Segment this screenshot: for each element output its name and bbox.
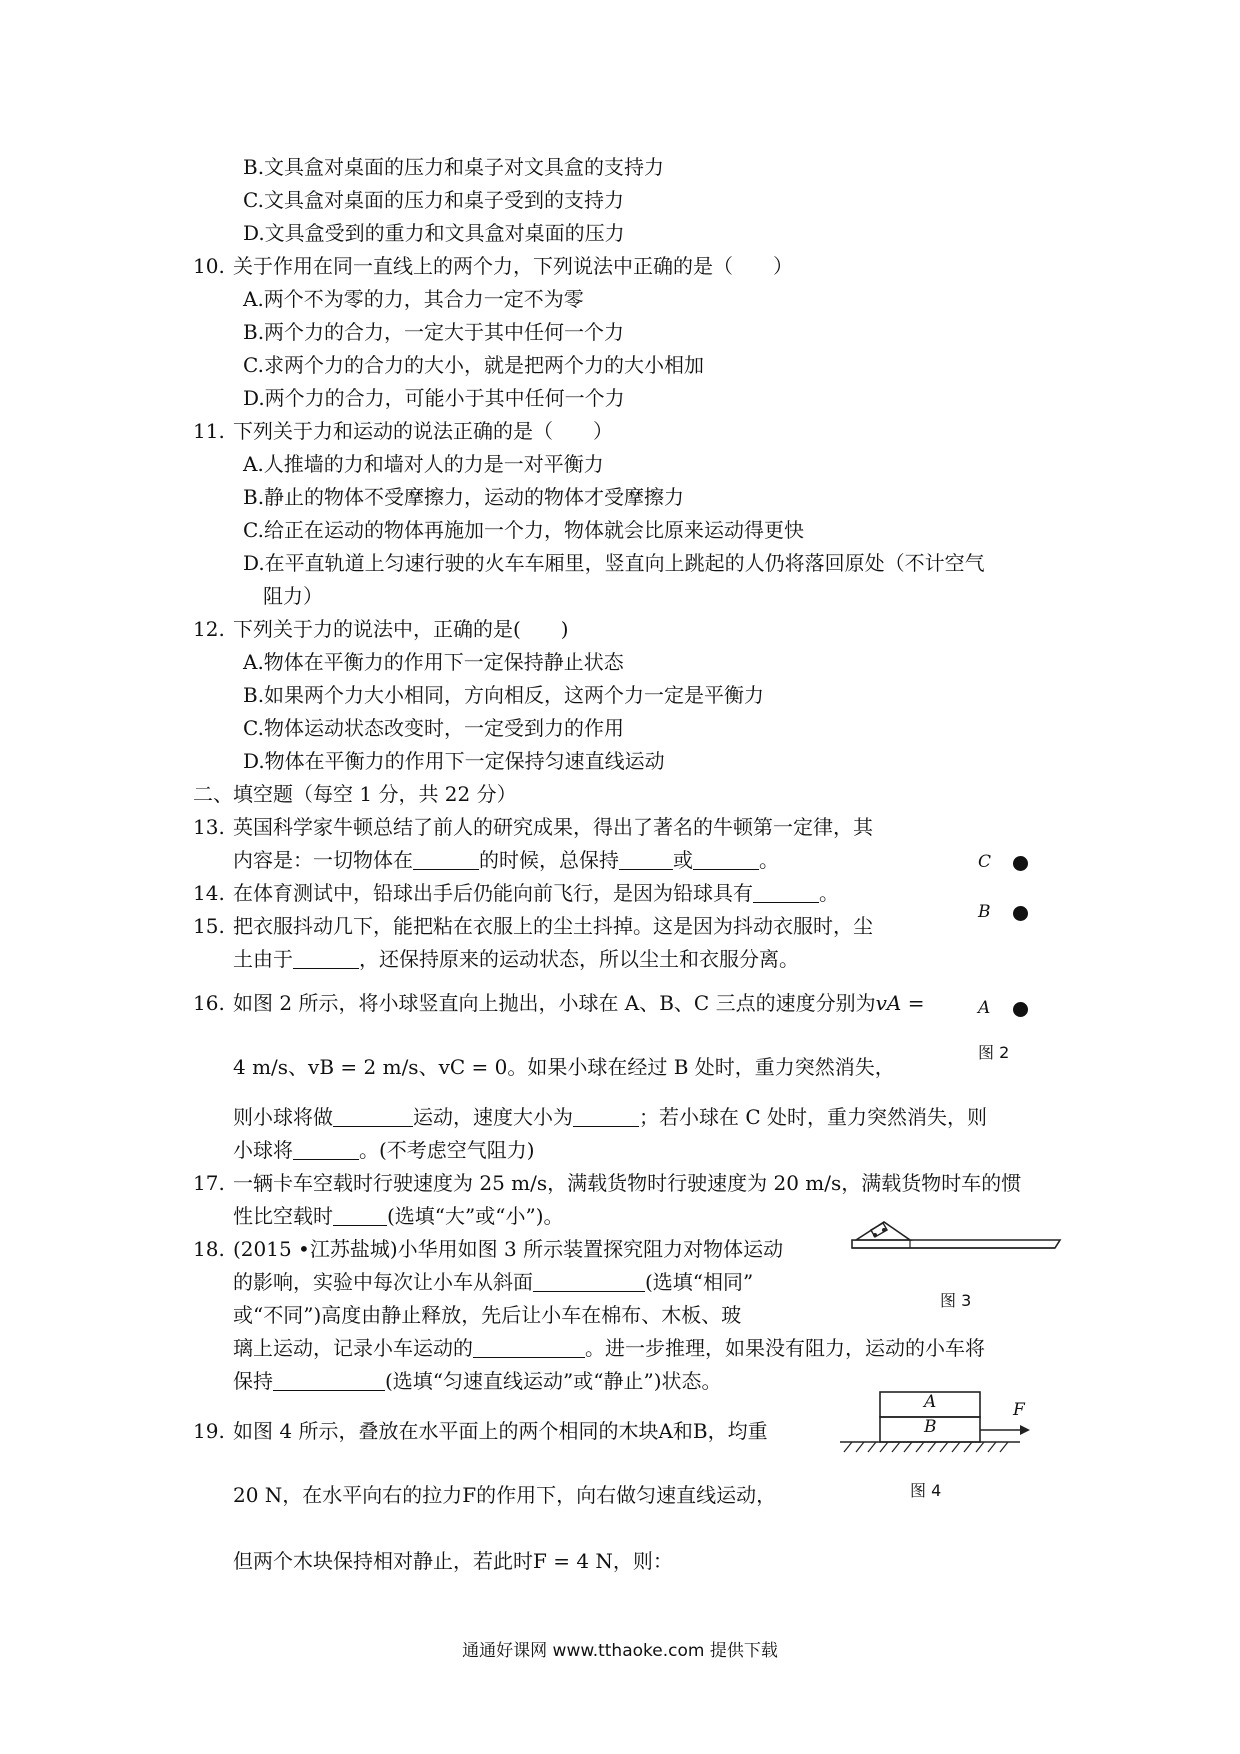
- fig4-label-a: A: [924, 1392, 937, 1412]
- q11-number: 11.: [193, 419, 225, 443]
- q15-line1: 把衣服抖动几下，能把粘在衣服上的尘土抖掉。这是因为抖动衣服时，尘: [233, 914, 873, 938]
- fig2-caption: 图 2: [978, 1043, 1010, 1062]
- q13-blank-2[interactable]: [619, 849, 673, 870]
- q14-number: 14.: [193, 881, 225, 905]
- q19-line1: 如图 4 所示，叠放在水平面上的两个相同的木块A和B，均重: [233, 1419, 768, 1443]
- q9-option-b: B.文具盒对桌面的压力和桌子对文具盒的支持力: [243, 155, 665, 179]
- q12-option-c: C.物体运动状态改变时，一定受到力的作用: [243, 716, 624, 740]
- q17-blank[interactable]: [333, 1205, 387, 1226]
- q16-number: 16.: [193, 991, 225, 1015]
- q10-stem: 关于作用在同一直线上的两个力，下列说法中正确的是（ ）: [233, 254, 793, 278]
- page-footer: 通通好课网 www.tthaoke.com 提供下载: [462, 1641, 778, 1661]
- q13-blank-3[interactable]: [693, 849, 759, 870]
- q10-option-b: B.两个力的合力，一定大于其中任何一个力: [243, 320, 625, 344]
- fig2-ball-a: [1013, 1002, 1028, 1017]
- fig2-label-b: B: [978, 902, 991, 922]
- fig4-caption: 图 4: [910, 1481, 942, 1500]
- q17-number: 17.: [193, 1171, 225, 1195]
- q18-line3: 或“不同”)高度由静止释放，先后让小车在棉布、木板、玻: [233, 1303, 742, 1327]
- section-title: 二、填空题（每空 1 分，共 22 分）: [193, 782, 517, 806]
- q9-option-c: C.文具盒对桌面的压力和桌子受到的支持力: [243, 188, 624, 212]
- q11-option-b: B.静止的物体不受摩擦力，运动的物体才受摩擦力: [243, 485, 685, 509]
- q16-blank-1[interactable]: [333, 1106, 413, 1127]
- q12-option-a: A.物体在平衡力的作用下一定保持静止状态: [243, 650, 624, 674]
- fig4-label-f: F: [1013, 1400, 1025, 1420]
- q19-number: 19.: [193, 1419, 225, 1443]
- q19-line3: 但两个木块保持相对静止，若此时F = 4 N，则：: [233, 1549, 673, 1573]
- q16-line3: 则小球将做 运动，速度大小为 ；若小球在 C 处时，重力突然消失，则: [233, 1105, 988, 1129]
- q12-option-b: B.如果两个力大小相同，方向相反，这两个力一定是平衡力: [243, 683, 765, 707]
- q11-option-d: D.在平直轨道上匀速行驶的火车车厢里，竖直向上跳起的人仍将落回原处（不计空气: [243, 551, 985, 575]
- q17-line1: 一辆卡车空载时行驶速度为 25 m/s，满载货物时行驶速度为 20 m/s，满载货物时车的惯: [233, 1171, 1022, 1195]
- q11-option-c: C.给正在运动的物体再施加一个力，物体就会比原来运动得更快: [243, 518, 804, 542]
- q13-blank-1[interactable]: [413, 849, 479, 870]
- q11-option-a: A.人推墙的力和墙对人的力是一对平衡力: [243, 452, 604, 476]
- q11-stem: 下列关于力和运动的说法正确的是（ ）: [233, 419, 613, 443]
- q14-line: 在体育测试中，铅球出手后仍能向前飞行，是因为铅球具有 。: [233, 881, 839, 905]
- q10-option-a: A.两个不为零的力，其合力一定不为零: [243, 287, 584, 311]
- q10-option-c: C.求两个力的合力的大小，就是把两个力的大小相加: [243, 353, 704, 377]
- q12-stem: 下列关于力的说法中，正确的是( ): [233, 617, 569, 641]
- q18-blank-1[interactable]: [533, 1271, 645, 1292]
- q14-blank[interactable]: [753, 882, 819, 903]
- q18-blank-3[interactable]: [273, 1370, 385, 1391]
- q18-line5: 保持 (选填“匀速直线运动”或“静止”)状态。: [233, 1369, 722, 1393]
- q15-number: 15.: [193, 914, 225, 938]
- fig2-label-c: C: [978, 852, 992, 872]
- q19-line2: 20 N，在水平向右的拉力F的作用下，向右做匀速直线运动，: [233, 1483, 777, 1507]
- fig2-ball-c: [1013, 856, 1028, 871]
- q10-number: 10.: [193, 254, 225, 278]
- q9-option-d: D.文具盒受到的重力和文具盒对桌面的压力: [243, 221, 625, 245]
- q16-blank-3[interactable]: [293, 1139, 359, 1160]
- q18-line1: (2015 •江苏盐城)小华用如图 3 所示装置探究阻力对物体运动: [233, 1237, 784, 1261]
- q13-number: 13.: [193, 815, 225, 839]
- q16-blank-2[interactable]: [573, 1106, 639, 1127]
- fig3-ramp-diagram: [850, 1218, 1065, 1280]
- q13-line2: 内容是：一切物体在 的时候，总保持 或 。: [233, 848, 779, 872]
- q12-number: 12.: [193, 617, 225, 641]
- q15-blank[interactable]: [293, 948, 359, 969]
- fig4-blocks-diagram: [840, 1390, 1040, 1460]
- q12-option-d: D.物体在平衡力的作用下一定保持匀速直线运动: [243, 749, 665, 773]
- q10-option-d: D.两个力的合力，可能小于其中任何一个力: [243, 386, 625, 410]
- q16-line4: 小球将 。(不考虑空气阻力): [233, 1138, 535, 1162]
- q18-line2: 的影响，实验中每次让小车从斜面 (选填“相同”: [233, 1270, 754, 1294]
- fig3-caption: 图 3: [940, 1291, 972, 1310]
- fig2-ball-b: [1013, 906, 1028, 921]
- q16-line2: 4 m/s、vB = 2 m/s、vC = 0。如果小球在经过 B 处时，重力突然消失，: [233, 1055, 895, 1079]
- fig2-label-a: A: [978, 998, 991, 1018]
- fig4-label-b: B: [924, 1417, 937, 1437]
- q16-line1: 如图 2 所示，将小球竖直向上抛出，小球在 A、B、C 三点的速度分别为vA =: [233, 991, 925, 1015]
- q18-line4: 璃上运动，记录小车运动的 。进一步推理，如果没有阻力，运动的小车将: [233, 1336, 985, 1360]
- q13-line1: 英国科学家牛顿总结了前人的研究成果，得出了著名的牛顿第一定律，其: [233, 815, 873, 839]
- q17-line2: 性比空载时 (选填“大”或“小”)。: [233, 1204, 564, 1228]
- q15-line2: 土由于 ，还保持原来的运动状态，所以尘土和衣服分离。: [233, 947, 799, 971]
- q11-option-d-cont: 阻力）: [263, 584, 323, 608]
- q18-blank-2[interactable]: [473, 1337, 585, 1358]
- q18-number: 18.: [193, 1237, 225, 1261]
